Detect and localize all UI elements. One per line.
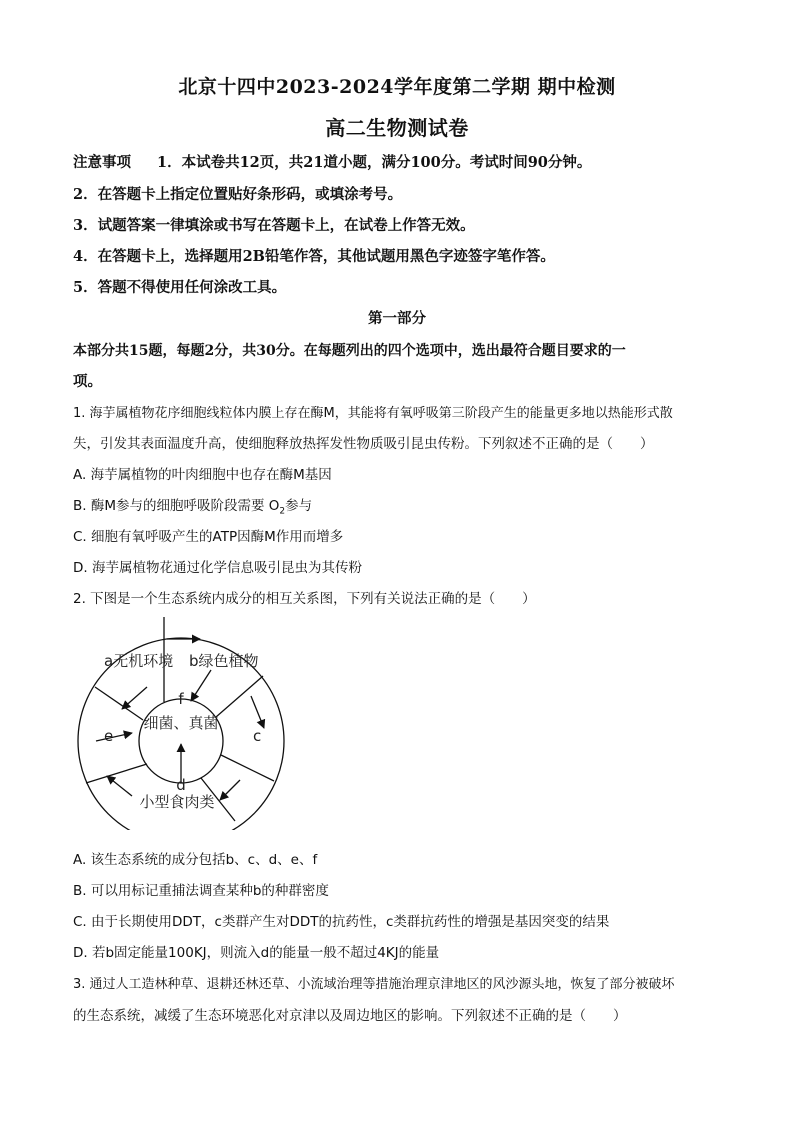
arrow-b-to-f [191,670,211,701]
q1-option-c: C. 细胞有氧呼吸产生的ATP因酶M作用而增多 [73,529,344,545]
label-e: e [104,727,114,745]
label-b: b绿色植物 [189,652,259,670]
q2-stem: 2. 下图是一个生态系统内成分的相互关系图，下列有关说法正确的是（ ） [73,591,536,607]
section-intro-line-1: 本部分共15题，每题2分，共30分。在每题列出的四个选项中，选出最符合题目要求的一 [73,343,626,359]
arrow-c-to-d [220,780,240,800]
label-bottom: 小型食肉类 [139,793,215,811]
q1-option-a: A. 海芋属植物的叶肉细胞中也存在酶M基因 [73,467,332,483]
arrow-d-to-e [107,776,132,796]
exam-subtitle: 高二生物测试卷 [325,116,469,140]
notice-label: 注意事项 [73,154,131,171]
notice-item-1: 1．本试卷共12页，共21道小题，满分100分。考试时间90分钟。 [157,154,592,171]
notice-item-3: 3．试题答案一律填涂或书写在答题卡上，在试卷上作答无效。 [73,217,475,234]
q3-stem-line-2: 的生态系统，减缓了生态环境恶化对京津以及周边地区的影响。下列叙述不正确的是（ ） [73,1008,627,1024]
arrow-e-to-f [96,733,132,741]
label-d: d [176,776,186,794]
q1-option-b [73,494,312,517]
q2-option-b: B. 可以用标记重捕法调查某种b的种群密度 [73,883,329,899]
q1-stem-line-1: 1. 海芋属植物花序细胞线粒体内膜上存在酶M，其能将有氧呼吸第三阶段产生的能量更多地以热能形式散 [73,406,673,421]
q1-option-b-suffix: 参与 [285,498,313,514]
q3-stem-line-1: 3. 通过人工造林种草、退耕还林还草、小流域治理等措施治理京津地区的风沙源头地，恢复了部分被破坏 [73,977,675,992]
upper-left-divider [95,687,143,720]
arrow-b-to-c [251,696,264,728]
upper-right-divider [216,676,263,717]
arrow-f-to-a [122,687,147,709]
q2-option-a: A. 该生态系统的成分包括b、c、d、e、f [73,852,318,868]
section-intro-line-2: 项。 [73,373,102,390]
q1-stem-line-2: 失，引发其表面温度升高，使细胞释放热挥发性物质吸引昆虫传粉。下列叙述不正确的是（ ） [73,436,654,452]
lower-left-divider [86,764,147,783]
notice-item-2: 2．在答题卡上指定位置贴好条形码，或填涂考号。 [73,186,403,203]
label-c: c [253,727,262,745]
q1-option-d: D. 海芋属植物花通过化学信息吸引昆虫为其传粉 [73,560,362,576]
q2-option-c: C. 由于长期使用DDT，c类群产生对DDT的抗药性，c类群抗药性的增强是基因突变的结果 [73,914,610,930]
ecosystem-diagram [70,615,302,830]
q2-option-d: D. 若b固定能量100KJ，则流入d的能量一般不超过4KJ的能量 [73,945,440,961]
section-title: 第一部分 [368,310,426,327]
label-a: a无机环境 [104,652,174,670]
notice-item-5: 5．答题不得使用任何涂改工具。 [73,279,287,296]
notice-item-4: 4．在答题卡上，选择题用2B铅笔作答，其他试题用黑色字迹签字笔作答。 [73,248,555,265]
label-center: 细菌、真菌 [143,714,219,732]
notice-line-1 [73,151,591,172]
label-f: f [178,690,184,708]
exam-title: 北京十四中2023-2024学年度第二学期 期中检测 [178,76,616,98]
right-divider [221,755,274,781]
q1-option-b-subscript: 2 [279,506,286,517]
q1-option-b-text: B. 酶M参与的细胞呼吸阶段需要 O [73,498,280,514]
